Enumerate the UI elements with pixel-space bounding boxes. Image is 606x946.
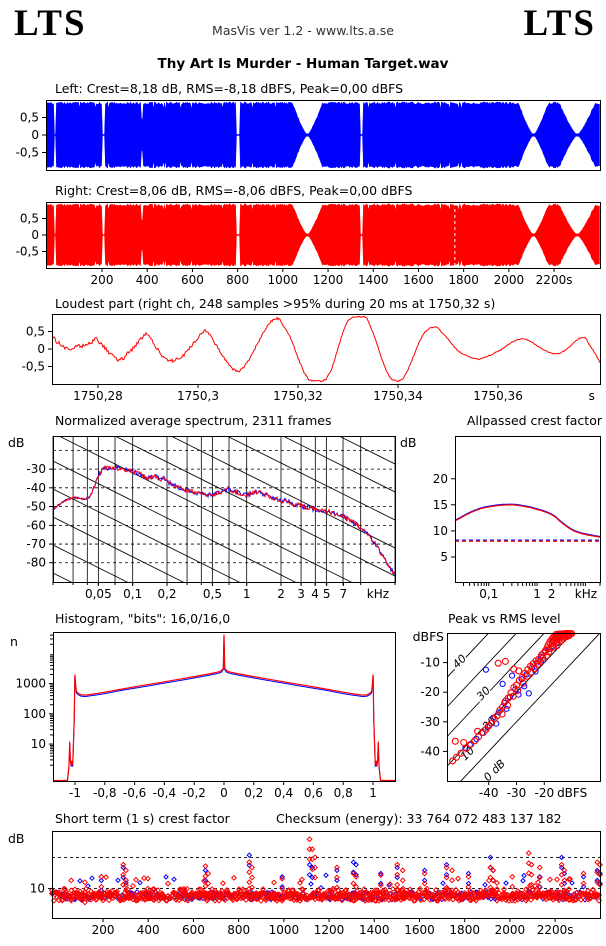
tick-label: 1800: [449, 923, 480, 937]
tick-label: 10: [29, 881, 45, 896]
scatter-point-blue: [509, 673, 514, 678]
tick-label: -10: [420, 655, 440, 670]
tick-label: 1: [369, 786, 377, 800]
scatter-point-red: [502, 658, 508, 664]
tick-label: 1600: [404, 923, 435, 937]
scatter-point-red: [454, 754, 460, 760]
tick-label: 1400: [357, 273, 389, 287]
logo-left: LTS: [14, 3, 87, 44]
tick-label: 15: [432, 497, 448, 512]
tick-label: -60: [26, 518, 46, 533]
allpassed-curve: [455, 504, 600, 536]
tick-label: 2200s: [536, 923, 574, 937]
tick-label: 10: [432, 523, 448, 538]
tick-label: 1: [242, 587, 251, 601]
tick-label: -30: [420, 714, 440, 729]
histogram-title: Histogram, "bits": 16,0/16,0: [55, 611, 231, 626]
tick-label: 0,2: [157, 587, 177, 601]
plot-frame: [54, 437, 396, 583]
tick-label: 2: [547, 587, 556, 601]
tick-label: -30: [506, 786, 527, 800]
tick-label: 800: [227, 923, 251, 937]
tick-label: 1800: [448, 273, 479, 287]
tick-label: 2000: [493, 273, 525, 287]
scatter-point-red: [450, 758, 456, 764]
loudest-waveform: [52, 316, 600, 382]
tick-label: kHz: [574, 587, 598, 601]
tick-label: -20: [534, 786, 555, 800]
tick-label: -80: [26, 555, 46, 570]
tick-label: 2200s: [535, 273, 573, 287]
tick-label: 0,5: [19, 110, 39, 125]
tick-label: 0,1: [479, 587, 499, 601]
scatter-point-red: [452, 738, 458, 744]
allpassed-title: Allpassed crest factor: [466, 413, 602, 428]
tick-label: -0,5: [15, 145, 39, 160]
tick-label: 1600: [403, 273, 434, 287]
tick-label: -0,4: [152, 786, 177, 800]
tick-label: -40: [26, 480, 46, 495]
tick-label: 0: [37, 342, 45, 356]
histogram-ylabel: n: [10, 634, 18, 649]
tick-label: 1200: [313, 923, 345, 937]
tick-label: 1400: [359, 923, 390, 937]
tick-label: 2000: [494, 923, 526, 937]
tick-label: 600: [181, 923, 205, 937]
waveform-fill: [47, 102, 600, 168]
tick-label: 0,6: [303, 786, 323, 800]
loudest-part-title: Loudest part (right ch, 248 samples >95% during 20 ms at 1750,32 s): [55, 296, 496, 311]
tick-label: -20: [420, 685, 440, 700]
tick-label: 0,1: [123, 587, 143, 601]
tick-label: 20: [432, 471, 448, 486]
app-version-line: MasVis ver 1.2 - www.lts.a.se: [212, 23, 394, 38]
tick-label: 100: [23, 706, 46, 721]
tick-label: 5: [322, 587, 331, 601]
tick-label: 600: [180, 273, 204, 287]
allpassed-ylabel: dB: [400, 435, 417, 450]
allpassed-curve: [455, 505, 600, 537]
tick-label: s: [588, 389, 595, 403]
tick-label: 0,5: [19, 211, 39, 226]
tick-label: 400: [135, 273, 159, 287]
tick-label: 200: [90, 273, 114, 287]
tick-label: -40: [420, 744, 440, 759]
tick-label: 1200: [312, 273, 344, 287]
tick-label: 0 dB: [481, 757, 508, 784]
tick-label: 400: [136, 923, 160, 937]
tick-label: 1000: [267, 273, 299, 287]
scatter-point-blue: [483, 667, 488, 672]
tick-label: -1: [69, 786, 81, 800]
tick-label: -0,6: [122, 786, 147, 800]
tick-label: -0,2: [182, 786, 206, 800]
tick-label: 10: [457, 743, 478, 764]
tick-label: 0,4: [274, 786, 294, 800]
tick-label: 1: [533, 587, 541, 601]
tick-label: 10: [30, 737, 46, 752]
diagonal-line: [53, 293, 395, 464]
tick-label: 1750,3: [176, 389, 219, 403]
tick-label: dBFS: [557, 786, 588, 800]
scatter-point-red: [461, 740, 467, 746]
tick-label: 1000: [268, 923, 300, 937]
wave-right-stats: Right: Crest=8,06 dB, RMS=-8,06 dBFS, Peak=0,00 dBFS: [55, 183, 413, 198]
tick-label: 0: [31, 128, 39, 142]
histogram-curve: [53, 635, 395, 781]
tick-label: -0,5: [15, 244, 39, 259]
spectrum-curve: [53, 466, 395, 575]
shortterm-title: Short term (1 s) crest factor: [55, 811, 230, 826]
diagonal-line: [53, 265, 395, 436]
tick-label: -0,8: [93, 786, 117, 800]
wave-left-stats: Left: Crest=8,18 dB, RMS=-8,18 dBFS, Peak=0,00 dBFS: [55, 81, 404, 96]
tick-label: 0,5: [202, 587, 223, 601]
tick-label: 1750,36: [473, 389, 523, 403]
waveform-fill: [47, 204, 600, 266]
spectrum-title: Normalized average spectrum, 2311 frames: [55, 413, 332, 428]
peak-vs-rms-ylabel: dBFS: [412, 629, 444, 644]
tick-label: -30: [26, 462, 46, 477]
tick-label: 1750,34: [373, 389, 423, 403]
tick-label: 0: [31, 228, 39, 242]
tick-label: -70: [26, 537, 46, 552]
scatter-point-blue: [500, 681, 505, 686]
tick-label: 40: [449, 651, 470, 672]
crest-points-red: [50, 837, 603, 905]
diagonal-line: [53, 349, 395, 520]
logo-right: LTS: [523, 3, 596, 44]
tick-label: 0: [220, 786, 228, 800]
tick-label: 2: [277, 587, 285, 601]
tick-label: -40: [478, 786, 499, 800]
scatter-point-red: [495, 660, 501, 666]
spectrum-curve: [53, 466, 395, 573]
checksum-value: Checksum (energy): 33 764 072 483 137 182: [276, 811, 562, 826]
tick-label: 30: [473, 683, 494, 704]
diagonal-line: [53, 545, 395, 716]
tick-label: -50: [26, 499, 46, 514]
crest-factor-line: [447, 633, 600, 796]
spectrum-ylabel: dB: [8, 435, 25, 450]
tick-label: 0,05: [84, 587, 112, 601]
tick-label: 3: [297, 587, 305, 601]
tick-label: 0,5: [25, 324, 45, 339]
tick-label: 20: [479, 713, 500, 734]
tick-label: 5: [440, 550, 448, 565]
diagonal-line: [53, 461, 395, 632]
tick-label: 1750,32: [273, 389, 323, 403]
tick-label: 4: [311, 587, 319, 601]
tick-label: 800: [226, 273, 250, 287]
plot-frame: [53, 315, 601, 385]
tick-label: -0,5: [21, 359, 45, 374]
tick-label: kHz: [366, 587, 390, 601]
tick-label: 200: [91, 923, 115, 937]
tick-label: 1000: [15, 676, 46, 691]
plot-frame: [53, 832, 601, 919]
track-title: Thy Art Is Murder - Human Target.wav: [157, 56, 449, 72]
tick-label: 0,8: [333, 786, 353, 800]
tick-label: 7: [339, 587, 348, 601]
tick-label: 0,2: [244, 786, 264, 800]
tick-label: 1750,28: [73, 389, 123, 403]
scatter-point-blue: [526, 691, 531, 696]
peak-vs-rms-title: Peak vs RMS level: [448, 611, 561, 626]
shortterm-ylabel: dB: [8, 831, 25, 846]
